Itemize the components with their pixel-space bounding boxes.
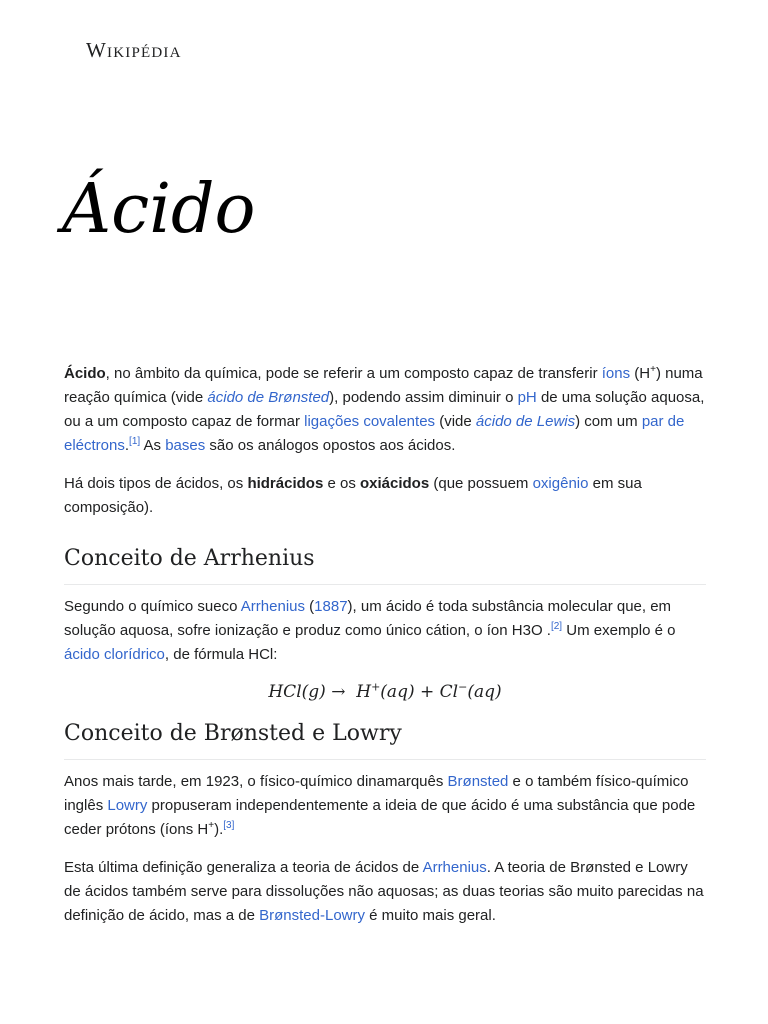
superscript-plus: + bbox=[650, 364, 656, 375]
reference-2[interactable]: [2] bbox=[550, 621, 563, 632]
reference-3[interactable]: [3] bbox=[223, 820, 235, 831]
link-arrhenius-2[interactable]: Arrhenius bbox=[422, 859, 487, 876]
link-bronsted-lowry[interactable]: Brønsted-Lowry bbox=[259, 907, 365, 924]
page-title: Ácido bbox=[62, 170, 256, 249]
link-covalent-bonds[interactable]: ligações covalentes bbox=[304, 413, 436, 430]
bronsted-lowry-paragraph-1: Anos mais tarde, em 1923, o físico-químico dinamarquês Brønsted e o também físico-químico inglês Lowry propuseram independentemente a ideia de que ácido é uma substância que pode ceder prótons (íons H+).[3] bbox=[64, 773, 696, 838]
wikipedia-wordmark-logo[interactable]: Wikipédia bbox=[86, 38, 182, 62]
link-arrhenius[interactable]: Arrhenius bbox=[240, 598, 305, 615]
types-paragraph: Há dois tipos de ácidos, os hidrácidos e os oxiácidos (que possuem oxigênio em sua composição). bbox=[64, 475, 642, 516]
section-heading-bronsted-lowry[interactable]: Conceito de Brønsted e Lowry bbox=[64, 719, 706, 760]
reference-1[interactable]: [1] bbox=[129, 436, 141, 447]
link-bronsted[interactable]: Brønsted bbox=[447, 773, 509, 790]
link-electron-pair[interactable]: par de eléctrons bbox=[64, 413, 685, 454]
link-year-1887[interactable]: 1887 bbox=[314, 598, 348, 615]
bold-term-hydracids: hidrácidos bbox=[247, 475, 324, 492]
bold-term-acid: Ácido bbox=[64, 365, 106, 382]
link-bases[interactable]: bases bbox=[165, 437, 206, 454]
link-oxygen[interactable]: oxigênio bbox=[532, 475, 589, 492]
link-ions[interactable]: íons bbox=[601, 365, 631, 382]
link-lewis-acid[interactable]: ácido de Lewis bbox=[475, 413, 576, 430]
bold-term-oxyacids: oxiácidos bbox=[359, 475, 430, 492]
arrhenius-paragraph: Segundo o químico sueco Arrhenius (1887), um ácido é toda substância molecular que, em solução aquosa, sofre ionização e produz como único cátion, o íon H3O .[2] Um exemplo é o ácido clorídrico, de fórmula HCl: bbox=[64, 598, 676, 663]
article-content bbox=[64, 362, 706, 942]
bronsted-lowry-paragraph-2: Esta última definição generaliza a teoria de ácidos de Arrhenius. A teoria de Brønsted e Lowry de ácidos também serve para dissoluções não aquosas; as duas teorias são muito parecidas na definição de ácido, mas a de Brønsted-Lowry é muito mais geral. bbox=[64, 859, 704, 924]
section-heading-arrhenius[interactable]: Conceito de Arrhenius bbox=[64, 544, 706, 585]
link-bronsted-acid[interactable]: ácido de Brønsted bbox=[207, 389, 330, 406]
link-hydrochloric-acid[interactable]: ácido clorídrico bbox=[64, 646, 165, 663]
link-ph[interactable]: pH bbox=[517, 389, 537, 406]
link-lowry[interactable]: Lowry bbox=[107, 797, 148, 814]
intro-paragraph: Ácido, no âmbito da química, pode se referir a um composto capaz de transferir íons (H+) numa reação química (vide ácido de Brønsted), podendo assim diminuir o pH de uma solução aquosa, ou a um composto capaz de formar ligações covalentes (vide ácido de Lewis) com um par de eléctrons.[1] As bases são os análogos opostos aos ácidos. bbox=[64, 364, 705, 454]
chemical-equation: HCl(g) → H+(aq) + Cl−(aq) bbox=[268, 680, 502, 702]
superscript-plus: + bbox=[208, 820, 215, 831]
